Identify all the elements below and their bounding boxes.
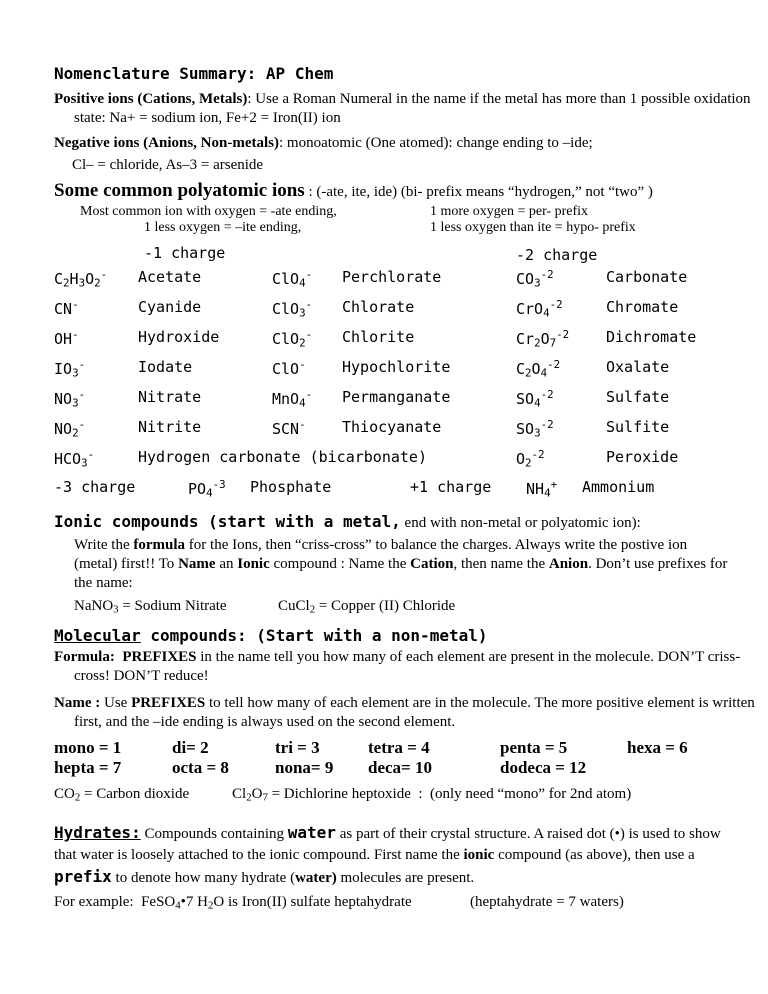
molecular-heading-line (54, 626, 487, 645)
molecular-example-cl2o7: $Cl_2O_7$ = Dichlorine heptoxide : (only need “mono” for 2nd atom) (232, 786, 632, 804)
prefix-tri: tri = 3 (275, 738, 320, 757)
name-permanganate: Permanganate (342, 388, 451, 406)
ionic-formula-word: formula (133, 537, 186, 553)
formula-permanganate: MnO$_4$- (272, 388, 313, 410)
formula-perchlorate: ClO$_4$- (272, 268, 313, 290)
name-hydroxide: Hydroxide (138, 328, 220, 346)
prefix-deca: deca= 10 (368, 758, 432, 777)
positive-ions-text: : Use a Roman Numeral in the name if the metal has more than 1 possible oxidation state: Na+ = sodium ion, Fe+2 = Iron(II) ion (74, 91, 751, 126)
rule-ite: 1 less oxygen = –ite ending, (144, 220, 302, 235)
name-perchlorate: Perchlorate (342, 268, 442, 286)
formula-oxalate: $C_2O_4^{-2}$ (516, 358, 561, 380)
formula-chlorate: ClO$_3$- (272, 298, 313, 320)
hydrates-water-word: water (287, 823, 336, 842)
hydrates-prefix-word: prefix (54, 867, 112, 886)
ionic-p1: Write the (74, 537, 130, 553)
name-hypochlorite: Hypochlorite (342, 358, 451, 376)
name-oxalate: Oxalate (606, 358, 670, 376)
prefix-penta: penta = 5 (500, 738, 568, 757)
page-title: Nomenclature Summary: AP Chem (54, 64, 334, 83)
plus1-charge-label: +1 charge (410, 478, 492, 496)
formula-thiocyanate: SCN- (272, 418, 306, 438)
formula-hypochlorite: ClO- (272, 358, 306, 378)
hydrates-t2: as part of their crystal structure. A raised dot (•) is used to show that water is loosely attached to the ionic compound. First name the (54, 826, 721, 863)
ionic-name-word: Name (178, 556, 216, 572)
molecular-name-use: Use (103, 695, 128, 711)
hydrates-water2-word: water) (295, 870, 337, 886)
formula-nitrite: $NO_2^-$ (54, 418, 86, 440)
name-phosphate: Phosphate (250, 478, 332, 496)
molecular-name-paragraph (54, 694, 764, 732)
polyatomic-heading-line (54, 180, 653, 202)
prefix-mono: mono = 1 (54, 738, 122, 757)
molecular-name-text: to tell how many of each element are in the molecule. The more positive element is written first, and the –ide ending is always used on the second element. (74, 695, 755, 730)
hydrates-ionic-word: ionic (463, 847, 495, 863)
formula-chromate: CrO$_4^{-2}$ (516, 298, 563, 320)
polyatomic-subtitle: : (-ate, ite, ide) (bi- prefix means “hydrogen,” not “two” ) (304, 184, 653, 200)
name-nitrate: Nitrate (138, 388, 202, 406)
name-chlorite: Chlorite (342, 328, 415, 346)
molecular-heading: compounds: (Start with a non-metal) (140, 626, 488, 645)
polyatomic-heading: Some common polyatomic ions (54, 180, 305, 201)
prefix-di: di= 2 (172, 738, 209, 757)
name-iodate: Iodate (138, 358, 193, 376)
positive-ions-label: Positive ions (Cations, Metals) (54, 91, 248, 107)
ionic-p1-e: an (219, 556, 234, 572)
ionic-p1-c: for the Ions, then “criss-cross” to balance the charges. Always write the postive ion (metal) first!! To (74, 537, 688, 572)
name-cyanide: Cyanide (138, 298, 202, 316)
name-chromate: Chromate (606, 298, 679, 316)
formula-carbonate: $CO_3^{-2}$ (516, 268, 554, 290)
negative-ions-text: : monoatomic (One atomed): change ending to –ide; (279, 135, 593, 151)
ionic-example-copper-chloride: CuCl$_2$ = Copper (II) Chloride (278, 598, 456, 616)
name-acetate: Acetate (138, 268, 202, 286)
hydrates-heading: Hydrates: (54, 823, 141, 842)
molecular-name-label: Name : (54, 695, 101, 711)
name-thiocyanate: Thiocyanate (342, 418, 442, 436)
formula-nitrate: $NO_3^-$ (54, 388, 86, 410)
molecular-formula-label: Formula: (54, 649, 115, 665)
prefix-hepta: hepta = 7 (54, 758, 122, 777)
negative-ions-line (54, 135, 593, 152)
formula-iodate: $IO_3^-$ (54, 358, 86, 380)
name-ammonium: Ammonium (582, 478, 655, 496)
molecular-prefixes-word: PREFIXES (122, 649, 197, 665)
formula-phosphate: $PO_4^{-3}$ (188, 478, 226, 500)
hydrates-t4: to denote how many hydrate ( (115, 870, 296, 886)
hydrates-example-note: (heptahydrate = 7 waters) (470, 894, 624, 910)
name-carbonate: Carbonate (606, 268, 688, 286)
ionic-anion-word: Anion (548, 556, 589, 572)
minus3-charge-label: -3 charge (54, 478, 136, 496)
formula-cyanide: CN- (54, 298, 79, 318)
formula-bicarbonate: $HCO_3^-$ (54, 448, 95, 470)
hydrates-t5: molecules are present. (340, 870, 475, 886)
hydrates-paragraph (54, 822, 734, 889)
name-chlorate: Chlorate (342, 298, 415, 316)
minus1-charge-label: -1 charge (144, 244, 226, 262)
rule-ate: Most common ion with oxygen = -ate ending, (80, 204, 337, 219)
ionic-p1-g: compound : Name the (273, 556, 407, 572)
name-nitrite: Nitrite (138, 418, 202, 436)
formula-chlorite: ClO$_2$- (272, 328, 313, 350)
ionic-heading-tail: end with non-metal or polyatomic ion): (400, 515, 641, 531)
formula-peroxide: $O_2^{-2}$ (516, 448, 545, 470)
molecular-formula-paragraph (54, 648, 764, 686)
hydrates-example: For example: FeSO$_4$•7 $H_2O$ is Iron(II) sulfate heptahydrate (54, 894, 412, 912)
ionic-p1-i: , then name the (453, 556, 546, 572)
molecular-heading-underlined: Molecular (54, 626, 141, 645)
negative-ions-examples: Cl– = chloride, As–3 = arsenide (72, 157, 264, 173)
prefix-nona: nona= 9 (275, 758, 334, 777)
prefix-dodeca: dodeca = 12 (500, 758, 587, 777)
ionic-example-sodium-nitrate: NaNO$_3$ = Sodium Nitrate (74, 598, 227, 616)
formula-sulfate: $SO_4^{-2}$ (516, 388, 554, 410)
hydrates-t3: compound (as above), then use a (498, 847, 695, 863)
name-sulfate: Sulfate (606, 388, 670, 406)
prefix-octa: octa = 8 (172, 758, 229, 777)
hydrates-t1: Compounds containing (140, 826, 285, 842)
rule-per: 1 more oxygen = per- prefix (430, 204, 589, 219)
ionic-paragraph (74, 536, 734, 593)
positive-ions-paragraph (54, 90, 764, 128)
negative-ions-label: Negative ions (Anions, Non-metals) (54, 135, 279, 151)
name-sulfite: Sulfite (606, 418, 670, 436)
ionic-p1-k: . Don’t use prefixes for the name: (74, 556, 728, 591)
ionic-heading-line (54, 512, 641, 532)
name-peroxide: Peroxide (606, 448, 679, 466)
name-bicarbonate: Hydrogen carbonate (bicarbonate) (138, 448, 427, 466)
minus2-charge-label: -2 charge (516, 246, 598, 264)
formula-sulfite: $SO_3^{-2}$ (516, 418, 554, 440)
formula-acetate: $C_2H_3O_2^-$ (54, 268, 108, 290)
ionic-cation-word: Cation (410, 556, 454, 572)
ionic-ionic-word: Ionic (237, 556, 270, 572)
ionic-heading: Ionic compounds (start with a metal, (54, 512, 401, 531)
molecular-example-co2: $CO_2$ = Carbon dioxide (54, 786, 190, 804)
rule-hypo: 1 less oxygen than ite = hypo- prefix (430, 220, 636, 235)
molecular-formula-text: in the name tell you how many of each element are present in the molecule. DON’T criss-cross! DON’T reduce! (74, 649, 741, 684)
formula-dichromate: $Cr_2O_7^{-2}$ (516, 328, 570, 350)
formula-ammonium: $NH_4^+$ (526, 478, 558, 500)
molecular-name-prefixes-word: PREFIXES (131, 695, 206, 711)
prefix-hexa: hexa = 6 (627, 738, 688, 757)
prefix-tetra: tetra = 4 (368, 738, 430, 757)
formula-hydroxide: OH- (54, 328, 79, 348)
name-dichromate: Dichromate (606, 328, 697, 346)
